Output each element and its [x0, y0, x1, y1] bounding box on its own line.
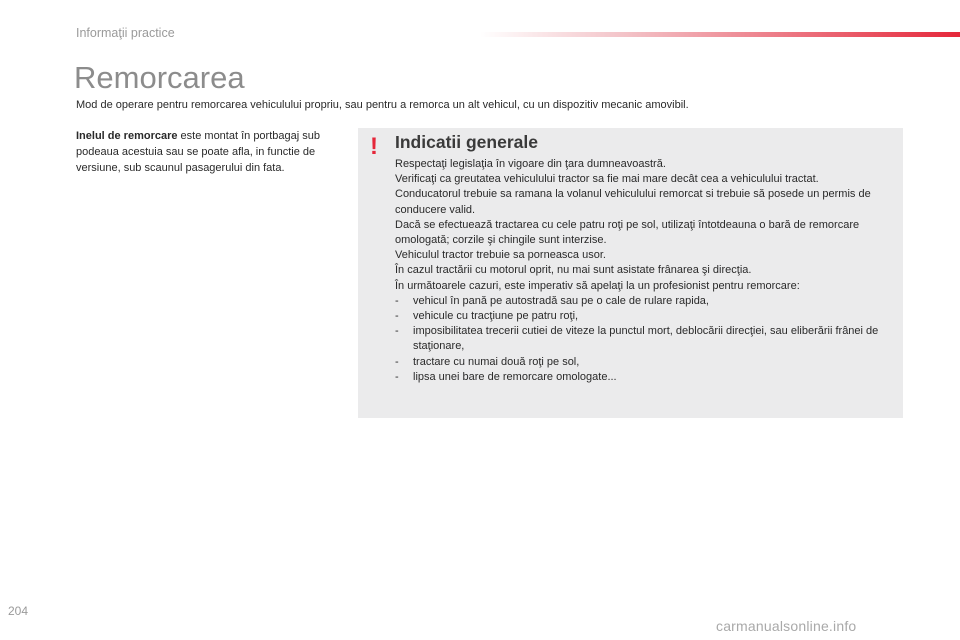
box-paragraph: Conducatorul trebuie sa ramana la volanul vehiculului remorcat si trebuie să posede un permis de conducere valid.	[395, 188, 871, 216]
list-item-text: lipsa unei bare de remorcare omologate...	[413, 370, 617, 383]
bullet-marker: -	[395, 355, 399, 368]
page-title: Remorcarea	[74, 60, 245, 95]
bullet-marker: -	[395, 325, 399, 338]
list-item-text: vehicule cu tracţiune pe patru roţi,	[413, 310, 579, 323]
list-item	[395, 324, 895, 354]
intro-text: Mod de operare pentru remorcarea vehiculului propriu, sau pentru a remorca un alt vehicul, cu un dispozitiv mecanic amovibil.	[76, 99, 689, 111]
list-item	[395, 355, 895, 370]
bullet-marker: -	[395, 310, 399, 323]
box-paragraph: Vehiculul tractor trebuie sa porneasca usor.	[395, 249, 606, 262]
box-paragraphs	[395, 157, 895, 294]
section-header: Informaţii practice	[76, 26, 175, 40]
list-item	[395, 294, 895, 309]
list-item	[395, 309, 895, 324]
box-title: Indicatii generale	[395, 132, 538, 152]
towing-ring-text: este montat în portbagaj sub podeaua acestuia sau se poate afla, in functie de versiune, sub scaunul pasagerului din fata.	[76, 130, 320, 174]
towing-ring-label: Inelul de remorcare	[76, 130, 178, 142]
list-item-text: imposibilitatea trecerii cutiei de viteze la punctul mort, deblocării direcţiei, sau eliberării frânei de staţionare,	[413, 325, 879, 353]
box-paragraph: În următoarele cazuri, este imperativ să apelaţi la un profesionist pentru remorcare:	[395, 279, 800, 292]
list-item-text: vehicul în pană pe autostradă sau pe o cale de rulare rapida,	[413, 294, 709, 307]
list-item-text: tractare cu numai două roţi pe sol,	[413, 355, 580, 368]
bullet-marker: -	[395, 294, 399, 307]
box-paragraph: Verificaţi ca greutatea vehiculului tractor sa fie mai mare decât cea a vehiculului tractat.	[395, 173, 819, 186]
box-bullet-list	[395, 294, 895, 385]
box-paragraph: În cazul tractării cu motorul oprit, nu mai sunt asistate frânarea şi direcţia.	[395, 264, 752, 277]
box-body	[395, 157, 895, 385]
page-number: 204	[8, 604, 29, 618]
towing-ring-note	[76, 128, 338, 176]
list-item	[395, 370, 895, 385]
watermark: carmanualsonline.info	[716, 618, 857, 634]
bullet-marker: -	[395, 370, 399, 383]
box-paragraph: Respectaţi legislaţia în vigoare din ţara dumneavoastră.	[395, 158, 666, 170]
box-paragraph: Dacă se efectuează tractarea cu cele patru roţi pe sol, utilizaţi întotdeauna o bară de remorcare omologată; corzile şi chingile sunt interzise.	[395, 218, 860, 247]
exclamation-icon: !	[370, 133, 378, 160]
header-accent-bar	[480, 32, 960, 37]
